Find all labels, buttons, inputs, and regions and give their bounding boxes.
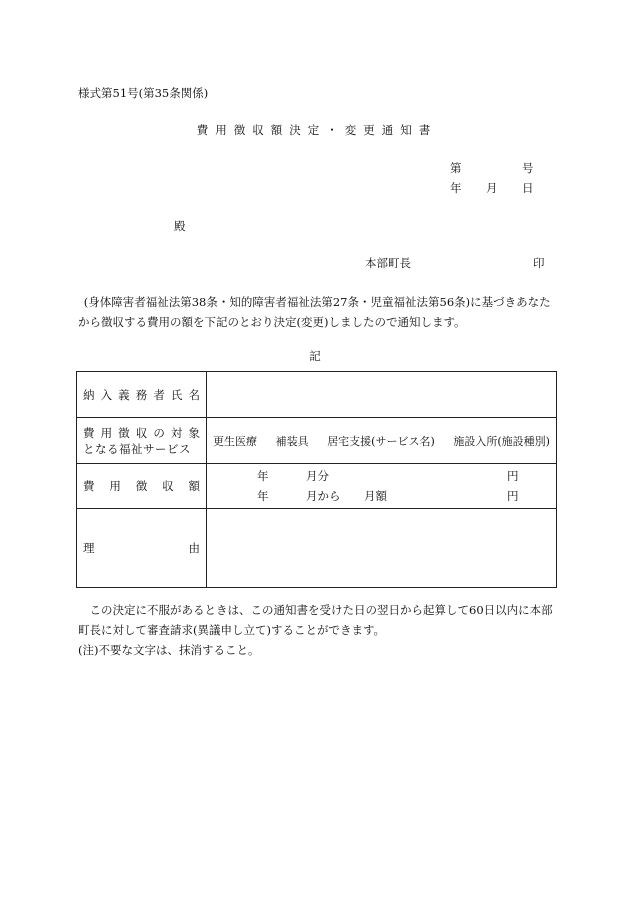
service-option: 更生医療 bbox=[213, 434, 257, 448]
service-option: 居宅支援(サービス名) bbox=[327, 434, 435, 448]
amount-row bbox=[77, 464, 557, 509]
reason-label-char: 理 bbox=[83, 541, 95, 555]
payer-label-char: 入 bbox=[100, 387, 113, 402]
service-label-char: 用 bbox=[100, 425, 113, 440]
amount-label-char: 用 bbox=[109, 479, 121, 493]
addressee-suffix: 殿 bbox=[174, 219, 186, 233]
amount-row1-year: 年 bbox=[257, 469, 269, 483]
amount-row2-year: 年 bbox=[257, 489, 269, 503]
issuer-name: 本部町長 bbox=[365, 256, 411, 270]
date-day: 日 bbox=[522, 181, 534, 195]
document-title: 費用徴収額決定・変更通知書 bbox=[196, 123, 438, 137]
doc-number-prefix: 第 bbox=[450, 161, 462, 175]
amount-row2-monthly: 月額 bbox=[364, 489, 387, 503]
date-month: 月 bbox=[486, 181, 498, 195]
payer-label-char: 名 bbox=[188, 387, 200, 402]
amount-label-char: 徴 bbox=[135, 479, 148, 493]
service-label-char: 徴 bbox=[118, 425, 130, 440]
payer-label-char: 氏 bbox=[170, 387, 183, 402]
service-label-char: 収 bbox=[135, 425, 148, 440]
payer-name-field[interactable] bbox=[207, 372, 557, 418]
reason-field[interactable] bbox=[207, 509, 557, 588]
doc-number-suffix: 号 bbox=[522, 161, 534, 175]
payer-label-char: 納 bbox=[83, 387, 95, 402]
reason-row bbox=[77, 509, 557, 588]
service-label-line2: となる福祉サービス bbox=[83, 441, 191, 456]
date-year: 年 bbox=[450, 181, 462, 195]
reason-label-char: 由 bbox=[188, 541, 200, 555]
amount-label bbox=[77, 464, 207, 509]
body-paragraph: (身体障害者福祉法第38条・知的障害者福祉法第27条・児童福祉法第56条)に基づきあなたから徴収する費用の額を下記のとおり決定(変更)しましたので通知します。 bbox=[78, 295, 551, 329]
service-label-char: 象 bbox=[188, 425, 200, 440]
payer-label-char: 義 bbox=[118, 387, 130, 402]
amount-row2-yen: 円 bbox=[507, 489, 519, 503]
payer-label-char: 者 bbox=[153, 387, 165, 402]
service-row bbox=[77, 418, 557, 464]
amount-field[interactable] bbox=[207, 464, 557, 509]
payer-label bbox=[77, 372, 207, 418]
payer-label-char: 務 bbox=[135, 387, 148, 402]
amount-label-char: 費 bbox=[83, 479, 95, 493]
ki-heading: 記 bbox=[309, 349, 321, 363]
service-option: 補装具 bbox=[275, 434, 309, 448]
amount-label-char: 収 bbox=[162, 479, 174, 493]
reason-label bbox=[77, 509, 207, 588]
service-option: 施設入所(施設種別) bbox=[453, 434, 550, 448]
service-label-char: 費 bbox=[83, 425, 95, 440]
amount-row1-yen: 円 bbox=[507, 469, 519, 483]
seal-mark: 印 bbox=[533, 256, 545, 270]
form-number: 様式第51号(第35条関係) bbox=[78, 86, 209, 100]
service-label-char: 対 bbox=[170, 425, 183, 440]
amount-label-char: 額 bbox=[188, 479, 200, 493]
appeal-note: この決定に不服があるときは、この通知書を受けた日の翌日から起算して60日以内に本部町長に対して審査請求(異議申し立て)することができます。 bbox=[78, 603, 553, 637]
service-options bbox=[207, 418, 557, 464]
footnote: (注)不要な文字は、抹消すること。 bbox=[78, 643, 260, 657]
service-label bbox=[77, 418, 207, 464]
fee-table bbox=[76, 371, 557, 588]
service-label-char: の bbox=[153, 425, 165, 440]
amount-row1-month-portion: 月分 bbox=[306, 469, 329, 483]
payer-row bbox=[77, 372, 557, 418]
amount-row2-month-from: 月から bbox=[306, 489, 341, 503]
